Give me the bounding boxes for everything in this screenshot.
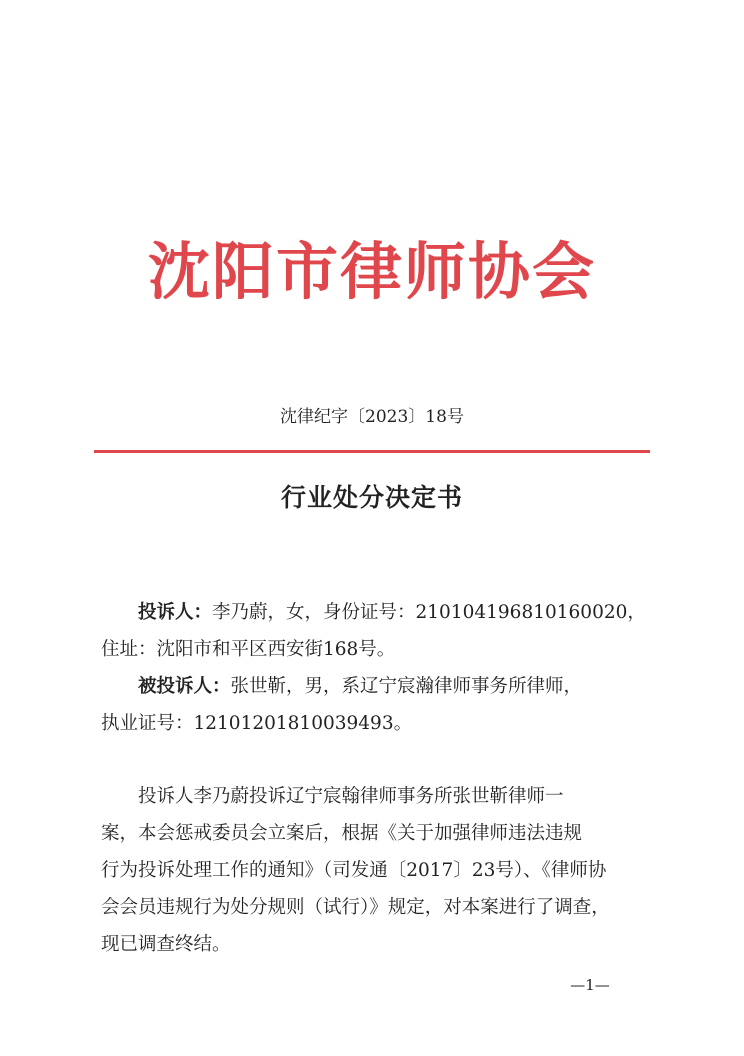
- body-line: 现已调查终结。: [101, 934, 231, 955]
- complainant-label: 投诉人：: [138, 602, 213, 623]
- document-heading: 行业处分决定书: [280, 483, 463, 512]
- body-line: 投诉人李乃蔚投诉辽宁宸翰律师事务所张世靳律师一: [138, 786, 564, 807]
- document-number: 沈律纪字〔2023〕18号: [280, 407, 464, 427]
- complainant-address: 住址：沈阳市和平区西安街168号。: [101, 639, 396, 660]
- respondent-license: 执业证号：12101201810039493。: [101, 713, 413, 734]
- body-line: 会会员违规行为处分规则（试行）》规定，对本案进行了调查，: [101, 897, 610, 918]
- complainant-paragraph: [101, 594, 649, 668]
- body-line: 行为投诉处理工作的通知》（司发通〔2017〕23号）、《律师协: [101, 860, 607, 881]
- page-number: —1—: [570, 976, 610, 994]
- respondent-label: 被投诉人：: [138, 676, 231, 697]
- red-divider: [94, 450, 650, 453]
- body-line: 案，本会惩戒委员会立案后，根据《关于加强律师违法违规: [101, 823, 583, 844]
- complainant-details: 李乃蔚，女，身份证号：210104196810160020，: [212, 602, 646, 623]
- respondent-details: 张世靳，男，系辽宁宸瀚律师事务所律师，: [230, 676, 583, 697]
- complainant-line-1: [101, 594, 649, 631]
- respondent-line-1: [101, 668, 649, 705]
- organization-title: 沈阳市律师协会: [147, 235, 596, 308]
- body-paragraph: [101, 778, 649, 963]
- respondent-paragraph: [101, 668, 649, 742]
